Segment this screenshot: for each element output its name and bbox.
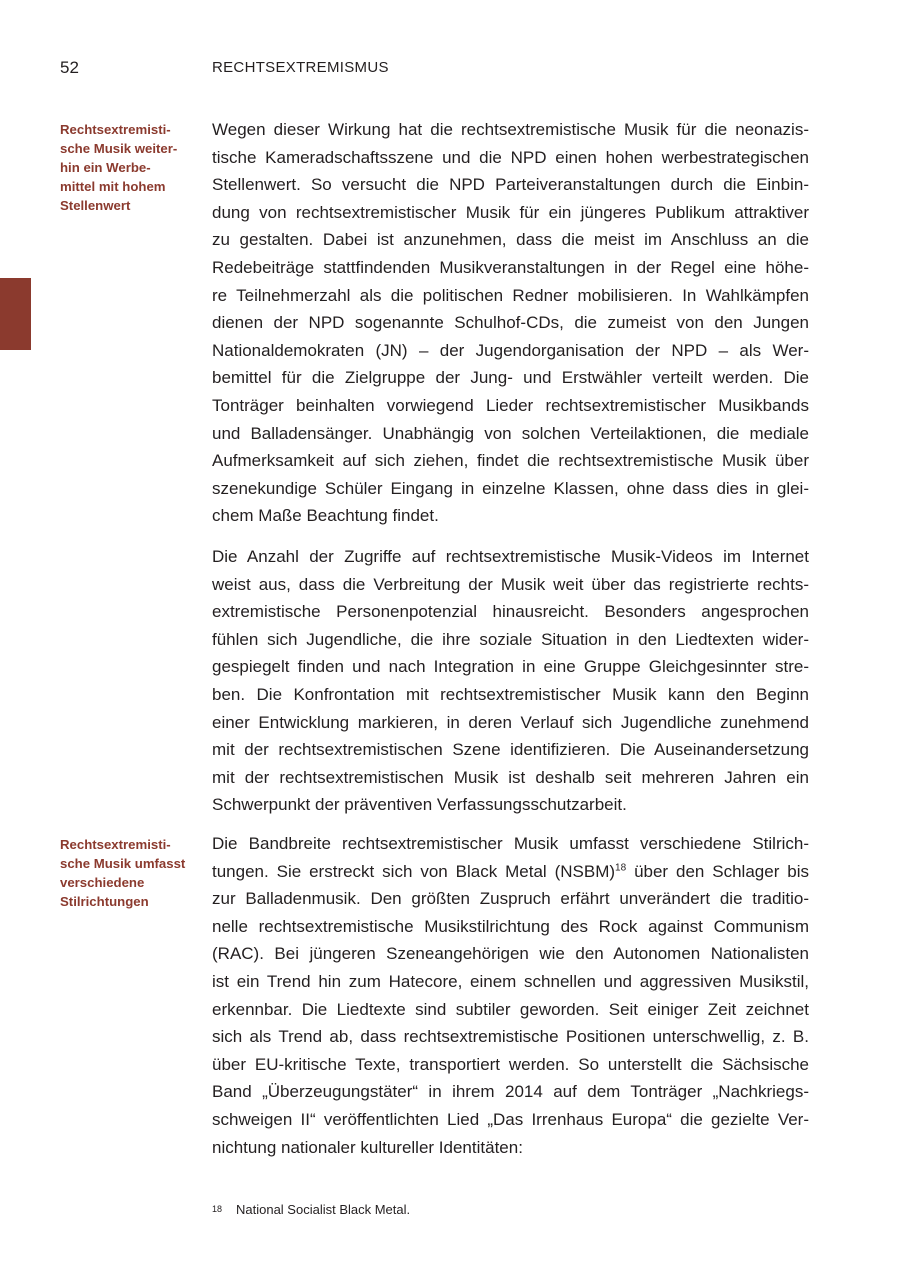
text-line: tische Kameradschaftsszene und die NPD einen hohen werbestrategischen — [212, 147, 809, 167]
text-line: sich als Trend ab, dass rechtsextremistische Positionen unterschwellig, z. B. — [212, 1027, 809, 1047]
text-line: zu gestalten. Dabei ist anzunehmen, dass die meist im Anschluss an die — [212, 230, 809, 250]
margin-note-line: Stellenwert — [60, 198, 131, 213]
text-line: einer Entwicklung markieren, in deren Verlauf sich Jugendliche zunehmend — [212, 712, 809, 732]
margin-note-line: sche Musik umfasst — [60, 856, 186, 871]
margin-note-line: Rechtsextremisti- — [60, 837, 171, 852]
text-line: zur Balladenmusik. Den größten Zuspruch erfährt unverändert die traditio- — [212, 889, 809, 909]
text-line-with-footnote-ref — [212, 858, 809, 886]
margin-note-line: mittel mit hohem — [60, 179, 166, 194]
text-line: und Balladensänger. Unabhängig von solchen Verteilaktionen, die mediale — [212, 423, 809, 443]
text-line: Tonträger beinhalten vorwiegend Lieder rechtsextremistischer Musikbands — [212, 395, 809, 415]
text-line: nichtung nationaler kultureller Identitäten: — [212, 1137, 523, 1157]
text-line: dienen der NPD sogenannte Schulhof-CDs, die zumeist von den Jungen — [212, 313, 809, 333]
text-line: gespiegelt finden und nach Integration in eine Gruppe Gleichgesinnter stre- — [212, 657, 809, 677]
running-head: RECHTSEXTREMISMUS — [212, 59, 389, 76]
text-line: Die Bandbreite rechtsextremistischer Musik umfasst verschiedene Stilrich- — [212, 834, 809, 853]
text-line: ist ein Trend hin zum Hatecore, einem schnellen und aggressiven Musikstil, — [212, 971, 809, 991]
text-line: mit der rechtsextremistischen Musik ist deshalb seit mehreren Jahren ein — [212, 767, 809, 787]
text-line: Stellenwert. So versucht die NPD Parteiveranstaltungen durch die Einbin- — [212, 175, 809, 195]
text-segment: über den Schlager bis — [626, 861, 809, 881]
paragraph-music-styles — [212, 830, 809, 1161]
margin-note-styles — [60, 835, 202, 911]
text-segment: tungen. Sie erstreckt sich von Black Metal (NSBM) — [212, 861, 616, 881]
text-line: Aufmerksamkeit auf sich ziehen, findet die rechtsextremistische Musik über — [212, 451, 809, 471]
text-line: ben. Die Konfrontation mit rechtsextremistischer Musik kann den Beginn — [212, 684, 809, 704]
text-line: Band „Überzeugungstäter“ in ihrem 2014 auf dem Tonträger „Nachkriegs- — [212, 1082, 809, 1102]
text-line: extremistische Personenpotenzial hinausreicht. Besonders angesprochen — [212, 602, 809, 622]
text-line: Redebeiträge stattfindenden Musikveranstaltungen in der Regel eine höhe- — [212, 257, 809, 277]
margin-note-line: verschiedene — [60, 875, 145, 890]
paragraph-advertising-value — [212, 116, 809, 530]
margin-note-line: Stilrichtungen — [60, 894, 149, 909]
text-line: Die Anzahl der Zugriffe auf rechtsextremistische Musik-Videos im Internet — [212, 547, 809, 566]
margin-note-line: sche Musik weiter- — [60, 141, 178, 156]
text-line: chem Maße Beachtung findet. — [212, 506, 439, 526]
footnote — [212, 1201, 712, 1219]
text-line: szenekundige Schüler Eingang in einzelne Klassen, ohne dass dies in glei- — [212, 478, 809, 498]
text-line: bemittel für die Zielgruppe der Jung- und Erstwähler verteilt werden. Die — [212, 368, 809, 388]
text-line: mit der rechtsextremistischen Szene identifizieren. Die Auseinandersetzung — [212, 740, 809, 760]
footnote-number: 18 — [212, 1204, 223, 1214]
margin-note-line: hin ein Werbe- — [60, 160, 151, 175]
text-line: (RAC). Bei jüngeren Szeneangehörigen wie den Autonomen Nationalisten — [212, 944, 809, 964]
text-line: nelle rechtsextremistische Musikstilrichtung des Rock against Communism — [212, 916, 809, 936]
text-line: über EU-kritische Texte, transportiert werden. So unterstellt die Sächsische — [212, 1054, 809, 1074]
footnote-text: National Socialist Black Metal. — [236, 1202, 411, 1217]
paragraph-internet-reach — [212, 543, 809, 819]
page-number: 52 — [60, 58, 79, 77]
chapter-thumb-tab — [0, 278, 31, 350]
text-line: fühlen sich Jugendliche, die ihre soziale Situation in den Liedtexten wider- — [212, 629, 809, 649]
text-line: Wegen dieser Wirkung hat die rechtsextremistische Musik für die neonazis- — [212, 120, 809, 139]
text-line: weist aus, dass die Verbreitung der Musik weit über das registrierte rechts- — [212, 574, 809, 594]
text-line: schweigen II“ veröffentlichten Lied „Das Irrenhaus Europa“ die gezielte Ver- — [212, 1109, 809, 1129]
footnote-reference[interactable]: 18 — [615, 861, 627, 873]
text-line: re Teilnehmerzahl als die politischen Redner mobilisieren. In Wahlkämpfen — [212, 285, 809, 305]
text-line: erkennbar. Die Liedtexte sind subtiler geworden. Seit einiger Zeit zeichnet — [212, 999, 809, 1019]
text-line: dung von rechtsextremistischer Musik für ein jüngeres Publikum attraktiver — [212, 202, 809, 222]
margin-note-advertising — [60, 120, 202, 215]
margin-note-line: Rechtsextremisti- — [60, 122, 171, 137]
text-line: Nationaldemokraten (JN) – der Jugendorganisation der NPD – als Wer- — [212, 340, 809, 360]
text-line: Schwerpunkt der präventiven Verfassungsschutzarbeit. — [212, 795, 627, 815]
